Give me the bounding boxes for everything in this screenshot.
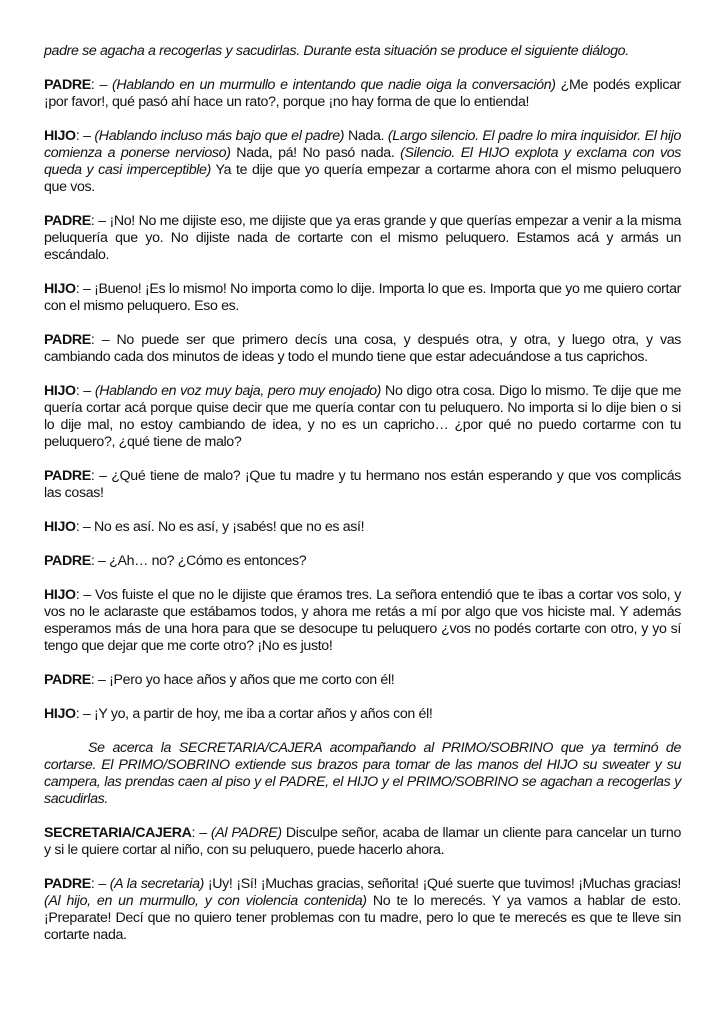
dialogue-text: No te lo merecés. Y ya vamos a hablar de esto. ¡Preparate! Decí que no quiero tener problemas con tu madre, pero lo que te merecés es que te lleve sin cortarte nada.	[44, 893, 682, 943]
stage-direction	[44, 740, 681, 808]
dialogue-text: : – ¡Y yo, a partir de hoy, me iba a cortar años y años con él!	[75, 706, 433, 722]
dialogue-text: ¡Uy! ¡Sí! ¡Muchas gracias, señorita! ¡Qué suerte que tuvimos! ¡Muchas gracias!	[204, 876, 681, 892]
stage-direction-text: (Silencio. El HIJO explota y exclama con vos queda y casi imperceptible)	[44, 145, 681, 178]
dialogue-paragraph	[44, 281, 681, 315]
dialogue-paragraph	[44, 587, 681, 655]
speaker-name: PADRE	[44, 468, 91, 484]
dialogue-text: ¿Me podés explicar ¡por favor!, qué pasó ahí hace un rato?, porque ¡no hay forma de que lo entienda!	[44, 77, 682, 110]
dialogue-paragraph	[44, 77, 681, 111]
speaker-name: HIJO	[44, 706, 76, 722]
dialogue-text: : –	[191, 825, 211, 841]
speaker-name: PADRE	[44, 672, 91, 688]
dialogue-text: No digo otra cosa. Digo lo mismo. Te dije que me quería cortar acá porque quise decir que me quería contar con tu peluquero. No importa si lo dije bien o si lo dije mal, no estoy cambiando de idea, y no es un capricho… ¿por qué no puedo cortarme con tu peluquero?, ¿qué tiene de malo?	[44, 383, 681, 450]
stage-direction-text: (Hablando incluso más bajo que el padre)	[94, 128, 345, 144]
dialogue-text: : – ¡No! No me dijiste eso, me dijiste que ya eras grande y que querías empezar a venir a la misma peluquería que yo. No dijiste nada de cortarte con el mismo peluquero. Estamos acá y armás un escándalo.	[44, 213, 681, 263]
dialogue-text: : – ¡Bueno! ¡Es lo mismo! No importa como lo dije. Importa lo que es. Importa que yo me quiero cortar con el mismo peluquero. Eso es.	[44, 281, 681, 314]
stage-direction-text: (Al hijo, en un murmullo, y con violencia contenida)	[44, 893, 367, 909]
dialogue-paragraph	[44, 706, 681, 723]
dialogue-text: : – No es así. No es así, y ¡sabés! que no es así!	[75, 519, 365, 535]
stage-direction-text: (Hablando en voz muy baja, pero muy enojado)	[94, 383, 382, 399]
speaker-name: PADRE	[44, 553, 91, 569]
speaker-name: PADRE	[44, 876, 91, 892]
speaker-name: SECRETARIA/CAJERA	[44, 825, 192, 841]
speaker-name: HIJO	[44, 281, 76, 297]
dialogue-paragraph	[44, 332, 681, 366]
dialogue-text: : – ¿Ah… no? ¿Cómo es entonces?	[90, 553, 307, 569]
stage-direction	[44, 43, 681, 60]
dialogue-paragraph	[44, 468, 681, 502]
stage-direction-text: (A la secretaria)	[109, 876, 204, 892]
dialogue-paragraph	[44, 519, 681, 536]
stage-direction-text: (Largo silencio. El padre lo mira inquisidor. El hijo comienza a ponerse nervioso)	[44, 128, 681, 161]
dialogue-text: Ya te dije que yo quería empezar a cortarme ahora con el mismo peluquero que vos.	[44, 162, 681, 195]
dialogue-text: : –	[75, 128, 95, 144]
dialogue-text: Nada, pá! No pasó nada.	[230, 145, 401, 161]
stage-direction-text: Se acerca la SECRETARIA/CAJERA acompañando al PRIMO/SOBRINO que ya terminó de cortarse. El PRIMO/SOBRINO extiende sus brazos para tomar de las manos del HIJO su sweater y su campera, las prendas caen al piso y el PADRE, el HIJO y el PRIMO/SOBRINO se agachan a recogerlas y sacudirlas.	[44, 740, 681, 807]
dialogue-text: : –	[90, 77, 113, 93]
dialogue-text: : – No puede ser que primero decís una cosa, y después otra, y otra, y luego otra, y vas cambiando cada dos minutos de ideas y todo el mundo tiene que estar adecuándose a tus caprichos.	[44, 332, 681, 365]
speaker-name: HIJO	[44, 383, 76, 399]
dialogue-text: : –	[90, 876, 110, 892]
dialogue-text: Disculpe señor, acaba de llamar un cliente para cancelar un turno y si le quiere cortar al niño, con su peluquero, puede hacerlo ahora.	[44, 825, 681, 858]
speaker-name: HIJO	[44, 128, 76, 144]
dialogue-paragraph	[44, 825, 681, 859]
dialogue-text: : –	[75, 383, 95, 399]
dialogue-text: : – ¡Pero yo hace años y años que me corto con él!	[90, 672, 395, 688]
dialogue-text: : – Vos fuiste el que no le dijiste que éramos tres. La señora entendió que te ibas a cortar vos solo, y vos no le aclaraste que estábamos todos, y ahora me retás a mí por algo que vos hiciste mal. Y además esperamos más de una hora para que se desocupe tu peluquero ¿vos no podés cortarte con otro, y yo sí tengo que dejar que me corte otro? ¡No es justo!	[44, 587, 681, 654]
stage-direction-text: padre se agacha a recogerlas y sacudirlas. Durante esta situación se produce el siguiente diálogo.	[44, 43, 629, 59]
speaker-name: HIJO	[44, 587, 76, 603]
dialogue-paragraph	[44, 128, 681, 196]
dialogue-text: : – ¿Qué tiene de malo? ¡Que tu madre y tu hermano nos están esperando y que vos complicás las cosas!	[44, 468, 681, 501]
dialogue-paragraph	[44, 213, 681, 264]
stage-direction-text: (Hablando en un murmullo e intentando que nadie oiga la conversación)	[112, 77, 556, 93]
speaker-name: PADRE	[44, 77, 91, 93]
dialogue-paragraph	[44, 383, 681, 451]
stage-direction-text: (Al PADRE)	[210, 825, 282, 841]
document-page	[44, 43, 681, 961]
speaker-name: PADRE	[44, 213, 91, 229]
dialogue-paragraph	[44, 553, 681, 570]
dialogue-text: Nada.	[344, 128, 388, 144]
speaker-name: PADRE	[44, 332, 91, 348]
speaker-name: HIJO	[44, 519, 76, 535]
dialogue-paragraph	[44, 672, 681, 689]
dialogue-paragraph	[44, 876, 681, 944]
